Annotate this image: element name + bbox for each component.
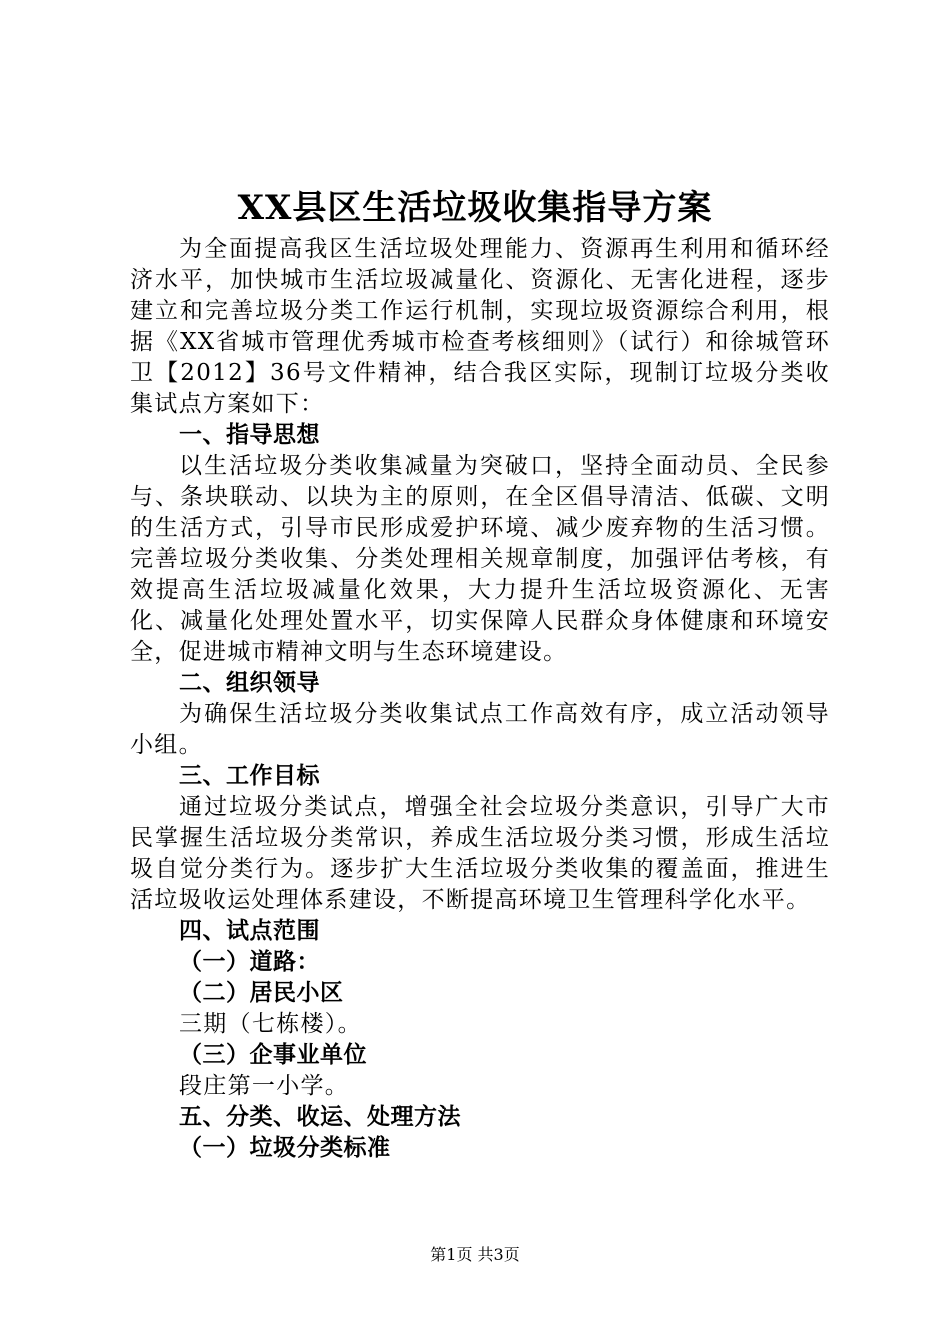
section-heading-methods: 五、分类、收运、处理方法 <box>179 1104 461 1130</box>
intro-paragraph: 为全面提高我区生活垃圾处理能力、资源再生利用和循环经济水平，加快城市生活垃圾减量化、资源化、无害化进程，逐步建立和完善垃圾分类工作运行机制，实现垃圾资源综合利用，根据《XX省城市管理优秀城市检查考核细则》（试行）和徐城管环卫【2012】36号文件精神，结合我区实际，现制订垃圾分类收集试点方案如下： <box>130 236 830 417</box>
section-heading-organization: 二、组织领导 <box>179 670 320 696</box>
section-heading-guiding-ideology: 一、指导思想 <box>179 422 320 448</box>
residential-text: 三期（七栋楼）。 <box>179 1011 362 1037</box>
section-text-organization: 为确保生活垃圾分类收集试点工作高效有序，成立活动领导小组。 <box>130 701 830 758</box>
subheading-residential: （二）居民小区 <box>179 980 344 1006</box>
subheading-roads: （一）道路： <box>179 949 320 975</box>
section-text-guiding-ideology: 以生活垃圾分类收集减量为突破口，坚持全面动员、全民参与、条块联动、以块为主的原则，在全区倡导清洁、低碳、文明的生活方式，引导市民形成爱护环境、减少废弃物的生活习惯。完善垃圾分类收集、分类处理相关规章制度，加强评估考核，有效提高生活垃圾减量化效果，大力提升生活垃圾资源化、无害化、减量化处理处置水平，切实保障人民群众身体健康和环境安全，促进城市精神文明与生态环境建设。 <box>130 453 830 665</box>
institutions-text: 段庄第一小学。 <box>179 1073 350 1099</box>
section-text-work-goals: 通过垃圾分类试点，增强全社会垃圾分类意识，引导广大市民掌握生活垃圾分类常识，养成生活垃圾分类习惯，形成生活垃圾自觉分类行为。逐步扩大生活垃圾分类收集的覆盖面，推进生活垃圾收运处理体系建设，不断提高环境卫生管理科学化水平。 <box>130 794 830 913</box>
subheading-institutions: （三）企事业单位 <box>179 1042 367 1068</box>
document-title: XX县区生活垃圾收集指导方案 <box>237 188 713 228</box>
section-heading-pilot-scope: 四、试点范围 <box>179 918 320 944</box>
document-body <box>130 234 830 1164</box>
subheading-classification-standard: （一）垃圾分类标准 <box>179 1135 391 1161</box>
section-heading-work-goals: 三、工作目标 <box>179 763 320 789</box>
page-footer: 第1页 共3页 <box>430 1245 520 1264</box>
